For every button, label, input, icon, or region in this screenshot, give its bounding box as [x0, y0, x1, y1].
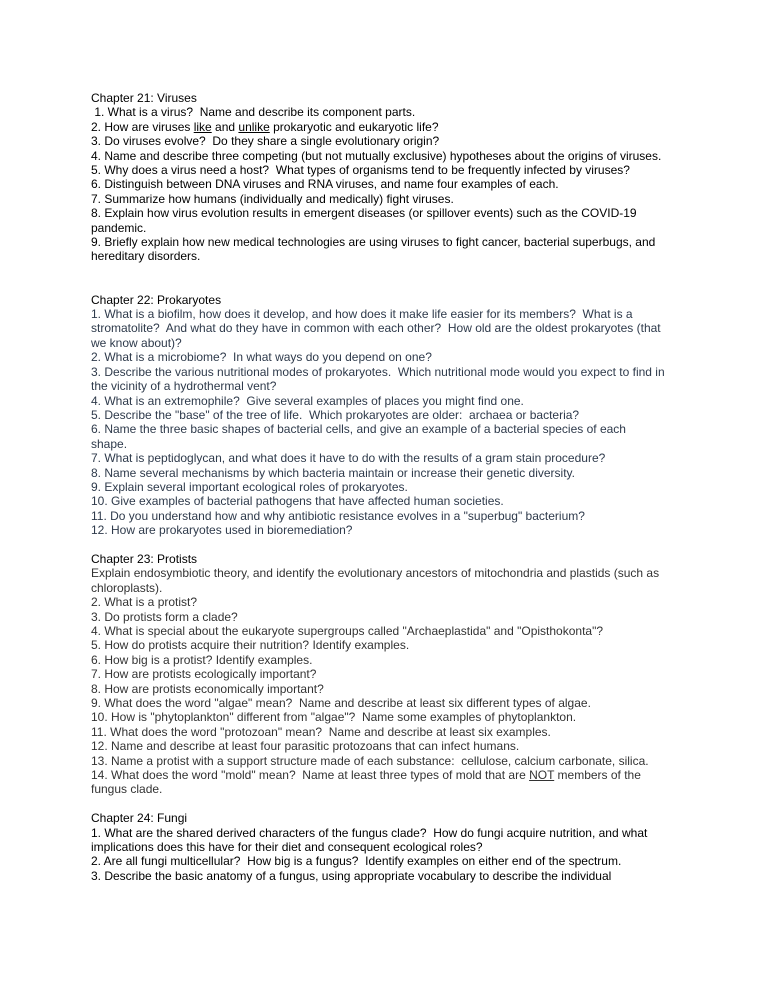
question-text: members of the fungus clade. [91, 768, 645, 797]
question-item: 9. Explain several important ecological roles of prokaryotes. [91, 479, 408, 494]
question-list [91, 826, 665, 884]
question-item: Explain endosymbiotic theory, and identify the evolutionary ancestors of mitochondria and plastids (such as chloroplasts). [91, 566, 663, 595]
question-item: 3. Describe the various nutritional modes of prokaryotes. Which nutritional mode would you expect to find in the vicinity of a hydrothermal vent? [91, 364, 668, 394]
question-item: 7. How are protists ecologically important? [91, 667, 317, 682]
question-item: 4. What is an extremophile? Give several examples of places you might find one. [91, 393, 524, 408]
question-item: 10. Give examples of bacterial pathogens that have affected human societies. [91, 494, 504, 509]
question-item: 9. Briefly explain how new medical technologies are using viruses to fight cancer, bacterial superbugs, and hereditary disorders. [91, 235, 659, 264]
chapter-21-section [91, 91, 665, 264]
question-item: 9. What does the word "algae" mean? Name and describe at least six different types of algae. [91, 696, 591, 711]
question-item: 6. Name the three basic shapes of bacterial cells, and give an example of a bacterial species of each shape. [91, 422, 630, 451]
question-item: 12. Name and describe at least four parasitic protozoans that can infect humans. [91, 739, 520, 754]
chapter-24-section [91, 811, 665, 883]
question-item: 1. What is a biofilm, how does it develop, and how does it make life easier for its members? What is a stromatolite? And what do they have in common with each other? How old are the oldest prokaryotes (that we know about)? [91, 307, 664, 350]
question-item: 5. Describe the "base" of the tree of life. Which prokaryotes are older: archaea or bacteria? [91, 407, 580, 422]
underlined-word: unlike [238, 119, 270, 134]
question-item: 2. What is a protist? [91, 595, 198, 610]
question-item: 5. Why does a virus need a host? What types of organisms tend to be frequently infected by viruses? [91, 163, 630, 178]
question-item: 11. What does the word "protozoan" mean? Name and describe at least six examples. [91, 724, 551, 739]
question-item: 3. Describe the basic anatomy of a fungus, using appropriate vocabulary to describe the individual [91, 868, 612, 883]
question-item: 11. Do you understand how and why antibiotic resistance evolves in a "superbug" bacterium? [91, 508, 585, 523]
question-item [91, 120, 665, 134]
question-text: and [211, 119, 239, 134]
question-item: 4. What is special about the eukaryote supergroups called "Archaeplastida" and "Opisthokonta"? [91, 624, 604, 638]
question-item: 3. Do protists form a clade? [91, 609, 238, 624]
question-item: 7. Summarize how humans (individually and medically) fight viruses. [91, 191, 454, 206]
question-item: 2. What is a microbiome? In what ways do you depend on one? [91, 350, 432, 365]
question-item: 4. Name and describe three competing (but not mutually exclusive) hypotheses about the origins of viruses. [91, 148, 662, 163]
question-item: 7. What is peptidoglycan, and what does it have to do with the results of a gram stain procedure? [91, 451, 606, 466]
question-text: 14. What does the word "mold" mean? Name at least three types of mold that are [91, 768, 530, 783]
question-item: 5. How do protists acquire their nutrition? Identify examples. [91, 638, 410, 653]
chapter-23-section [91, 552, 665, 797]
question-item: 10. How is "phytoplankton" different from "algae"? Name some examples of phytoplankton. [91, 710, 577, 725]
question-item [91, 768, 665, 797]
chapter-title: Chapter 22: Prokaryotes [91, 292, 222, 307]
question-text: prokaryotic and eukaryotic life? [269, 119, 439, 134]
chapter-title: Chapter 21: Viruses [91, 91, 197, 105]
question-item: 3. Do viruses evolve? Do they share a single evolutionary origin? [91, 134, 440, 149]
question-item: 8. How are protists economically important? [91, 681, 324, 696]
question-item: 12. How are prokaryotes used in bioremediation? [91, 523, 353, 538]
question-item: 1. What are the shared derived characters of the fungus clade? How do fungi acquire nutrition, and what implications does this have for their diet and consequent ecological roles? [91, 825, 651, 855]
underlined-word: like [193, 119, 212, 134]
chapter-title: Chapter 23: Protists [91, 551, 198, 566]
chapter-title: Chapter 24: Fungi [91, 811, 188, 826]
document-page [91, 91, 668, 883]
chapter-22-section [91, 292, 668, 538]
question-item: 2. Are all fungi multicellular? How big is a fungus? Identify examples on either end of the spectrum. [91, 854, 622, 869]
question-list [91, 105, 665, 263]
question-item: 8. Name several mechanisms by which bacteria maintain or increase their genetic diversity. [91, 465, 575, 480]
question-list [91, 566, 665, 797]
question-item: 8. Explain how virus evolution results in emergent diseases (or spillover events) such as the COVID-19 pandemic. [91, 206, 640, 235]
underlined-word: NOT [529, 768, 555, 783]
question-item: 13. Name a protist with a support structure made of each substance: cellulose, calcium carbonate, silica. [91, 753, 649, 768]
question-item: 6. Distinguish between DNA viruses and RNA viruses, and name four examples of each. [91, 177, 559, 192]
question-item: 1. What is a virus? Name and describe its component parts. [91, 105, 416, 120]
question-item: 6. How big is a protist? Identify examples. [91, 652, 313, 667]
question-list [91, 307, 668, 538]
question-text: 2. How are viruses [91, 119, 194, 134]
